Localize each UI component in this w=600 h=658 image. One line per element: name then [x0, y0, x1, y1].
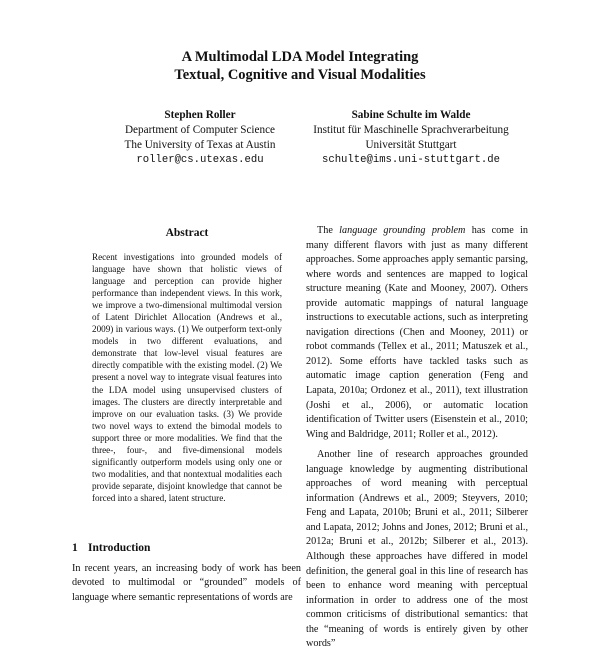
paper-title	[0, 48, 600, 84]
author-affiliation: Department of Computer Science	[124, 124, 276, 136]
abstract-heading: Abstract	[165, 227, 209, 239]
author-email: schulte@ims.uni-stuttgart.de	[321, 154, 500, 166]
author-affiliation: Universität Stuttgart	[365, 139, 457, 151]
section-number: 1	[72, 542, 78, 554]
author-name: Stephen Roller	[164, 109, 236, 121]
paper-title-line-2: Textual, Cognitive and Visual Modalities	[174, 67, 426, 83]
author-name: Sabine Schulte im Walde	[351, 109, 471, 121]
author-affiliation: Institut für Maschinelle Sprachverarbeitung	[313, 124, 509, 136]
emphasized-term: language grounding problem	[339, 225, 466, 236]
section-heading-introduction	[72, 541, 302, 555]
author-block-roller	[100, 108, 300, 168]
body-paragraph-2: Another line of research approaches grounded language knowledge by augmenting distributional approaches of word meaning with perceptual information (Andrews et al., 2009; Steyvers, 2010; Feng and Lapata, 2010b; Bruni et al., 2011; Silberer and Lapata, 2012; Johns and Jones, 2012; Bruni et al., 2012a; Bruni et al., 2012b; Silberer et al., 2013). Although these approaches have differed in model definition, the general goal in this line of research has been to enhance word meaning with perceptual information in order to address one of the most common criticisms of distributional semantics: that the “meaning of words is entirely given by other words”	[306, 449, 528, 650]
right-column	[306, 224, 528, 658]
section-title: Introduction	[88, 542, 151, 554]
body-paragraph-1	[306, 224, 528, 442]
paragraph-text-start: The	[317, 225, 340, 236]
introduction-paragraph: In recent years, an increasing body of work has been devoted to multimodal or “grounded” models of language where semantic representations of words are	[72, 563, 301, 603]
paragraph-text-rest: has come in many different flavors with just as many different approaches. Some approaches apply semantic parsing, where words and sentences are mapped to logical structure meaning (Kate and Mooney, 2007). Others provide automatic mappings of natural language instructions to executable actions, such as interpreting navigation directions (Chen and Mooney, 2011) or robot commands (Tellex et al., 2011; Matuszek et al., 2012). Some efforts have tackled tasks such as automatic image caption generation (Feng and Lapata, 2010a; Ordonez et al., 2011), text illustration (Joshi et al., 2006), or automatic location identification of Twitter users (Eisenstein et al., 2010; Wing and Baldridge, 2011; Roller et al., 2012).	[306, 225, 528, 440]
author-email: roller@cs.utexas.edu	[136, 154, 264, 166]
paper-title-line-1: A Multimodal LDA Model Integrating	[181, 49, 419, 65]
author-block-schulte-im-walde	[296, 108, 526, 168]
author-affiliation: The University of Texas at Austin	[124, 139, 276, 151]
abstract-text: Recent investigations into grounded models of language have shown that holistic views of language and perception can provide higher performance than independent views. In this work, we improve a two-dimensional multimodal version of Latent Dirichlet Allocation (Andrews et al., 2009) in various ways. (1) We outperform text-only models in two different evaluations, and demonstrate that low-level visual features are directly compatible with the existing model. (2) We present a novel way to integrate visual features into the LDA model using unsupervised clusters of images. The clusters are directly interpretable and improve on our evaluation tasks. (3) We provide two novel ways to extend the bimodal models to support three or more modalities. We find that the three-, four-, and five-dimensional models significantly outperform models using only one or two modalities, and that nontextual modalities each provide separate, disjoint knowledge that cannot be forced into a shared, latent structure.	[92, 252, 282, 503]
